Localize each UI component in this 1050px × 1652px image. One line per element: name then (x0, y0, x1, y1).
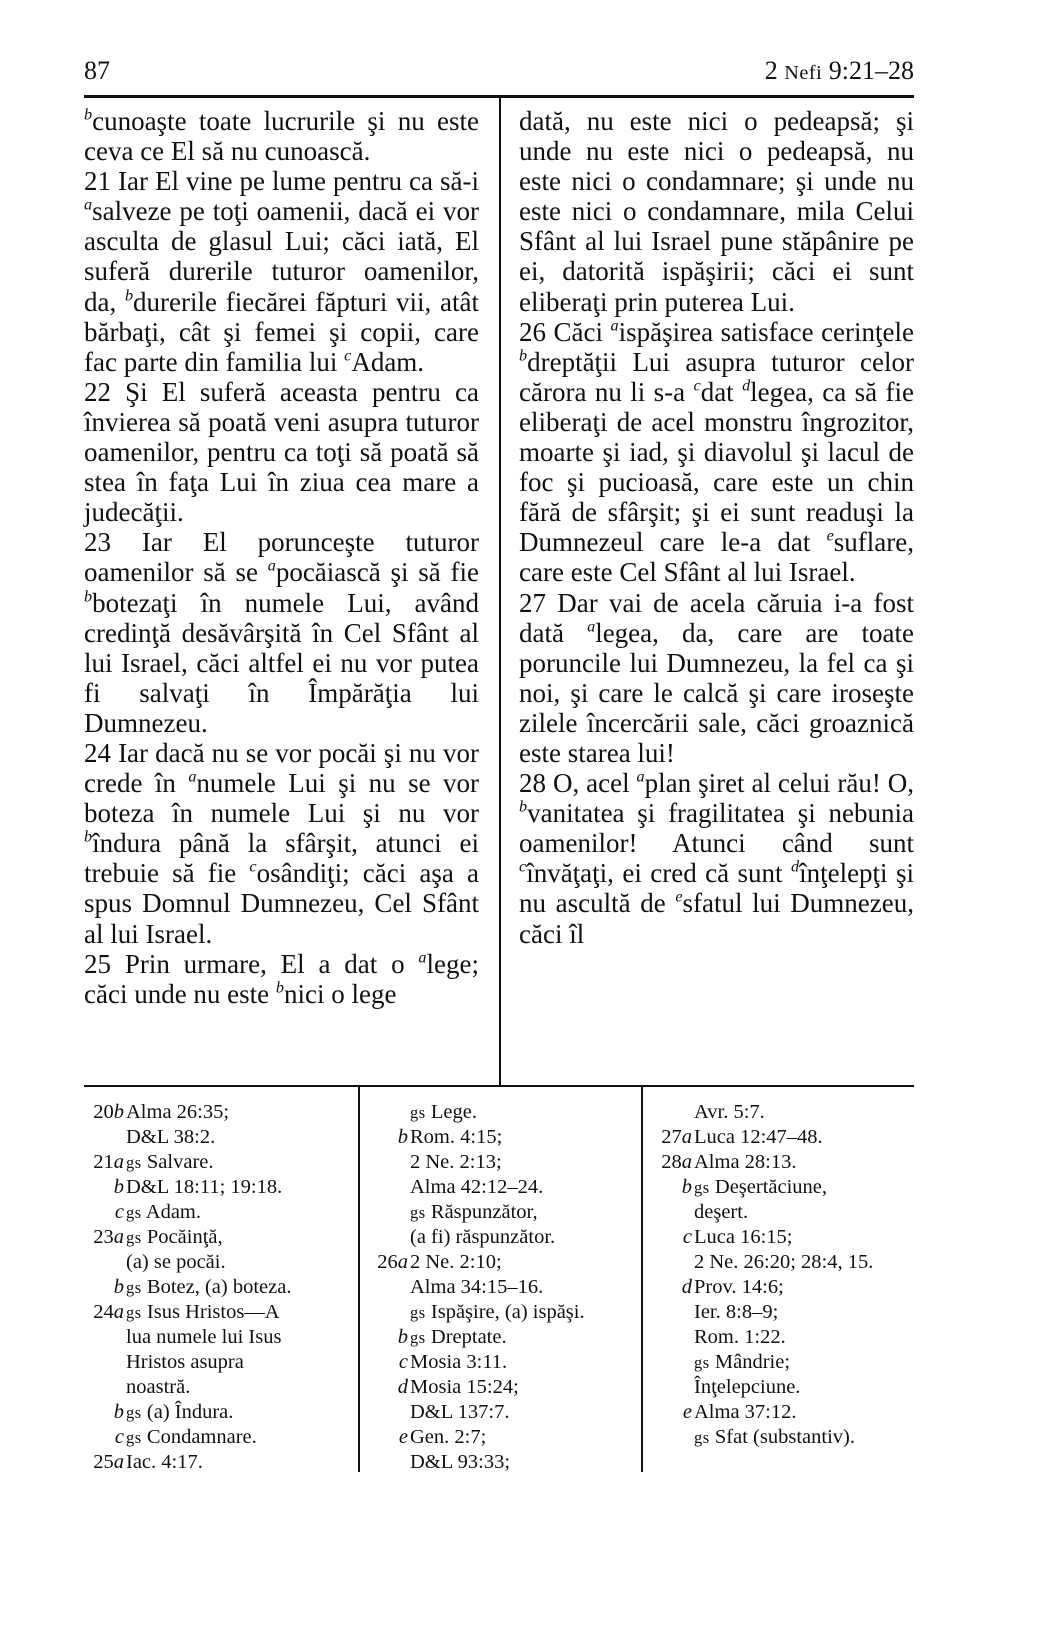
footnote-verse-number: 24 (93, 1301, 114, 1323)
footnote-letter: c (682, 1226, 692, 1248)
footnote-marker: a (587, 617, 596, 636)
footnote-reference-text: 2 Ne. 2:13; (410, 1151, 502, 1173)
footnote-verse-number: 27 (661, 1126, 682, 1148)
footnote-line (652, 1325, 914, 1350)
footnote-line (652, 1275, 914, 1300)
footnote-letter: c (398, 1351, 408, 1373)
footnote-text (410, 1351, 507, 1373)
footnote-text (410, 1176, 543, 1198)
verse-text: nici o lege (284, 978, 397, 1009)
verse-text: sfatul lui Dumnezeu, căci îl (519, 888, 914, 949)
footnote-key (84, 1100, 124, 1125)
footnote-marker: c (344, 346, 352, 365)
verse-paragraph (519, 768, 914, 949)
footnote-marker: b (84, 586, 93, 605)
gs-abbreviation: gs (126, 1278, 142, 1297)
footnote-letter: b (113, 1401, 124, 1423)
footnote-reference-text: noastră. (126, 1376, 191, 1398)
footnote-line (368, 1400, 636, 1425)
footnote-letter: e (682, 1401, 692, 1423)
footnote-verse-number: 28 (661, 1151, 682, 1173)
verse-paragraph (84, 527, 479, 738)
footnote-letter: a (113, 1151, 124, 1173)
footnote-reference-text: Luca 12:47–48. (694, 1126, 823, 1148)
footnote-key (84, 1200, 124, 1225)
footnote-marker: a (188, 767, 197, 786)
footnote-verse-number: 25 (93, 1451, 114, 1473)
verse-text: botezaţi în numele Lui, având credinţă desăvârşită în Cel Sfânt al lui Israel, căci altfel ei nu vor putea fi salvaţi în Împărăţia lui Dumnezeu. (84, 587, 479, 738)
footnote-marker: a (418, 948, 427, 967)
footnote-line (368, 1300, 636, 1325)
footnote-line (368, 1450, 636, 1475)
footnote-line (368, 1375, 636, 1400)
footnote-reference-text: Rom. 4:15; (410, 1126, 503, 1148)
footnote-text (694, 1401, 797, 1423)
footnote-text (126, 1351, 244, 1373)
footnote-line (84, 1150, 352, 1175)
footnote-letter: b (113, 1176, 124, 1198)
footnote-key (84, 1450, 124, 1475)
footnote-marker: c (693, 376, 701, 395)
footnote-letter: b (113, 1276, 124, 1298)
footnote-key (652, 1275, 692, 1300)
footnote-line (368, 1250, 636, 1275)
footnote-reference-text: Alma 42:12–24. (410, 1176, 544, 1198)
footnote-line (368, 1125, 636, 1150)
footnote-marker: b (275, 978, 285, 997)
verse-text: îndura până la sfârşit, atunci ei trebuie să fie (84, 828, 479, 889)
verse-text: învăţaţi, ei cred că sunt (526, 858, 791, 889)
footnote-letter: a (113, 1301, 124, 1323)
footnote-text (126, 1226, 223, 1248)
footnote-reference-text: D&L 18:11; 19:18. (126, 1176, 283, 1198)
verse-paragraph (84, 166, 479, 377)
footnote-verse-number: 21 (93, 1151, 114, 1173)
footnote-column-2 (368, 1100, 636, 1475)
footnote-verse-number: 26 (377, 1251, 398, 1273)
verse-text: plan şiret al celui rău! O, (644, 768, 914, 799)
gs-abbreviation: gs (126, 1303, 142, 1322)
footnote-key (84, 1300, 124, 1325)
footnote-reference-text: Alma 28:13. (694, 1151, 797, 1173)
footnote-reference-text: 2 Ne. 26:20; 28:4, 15. (694, 1251, 874, 1273)
gs-abbreviation: gs (410, 1103, 426, 1122)
footnote-reference-text: Mândrie; (709, 1351, 791, 1373)
footnote-marker: a (636, 767, 645, 786)
footnote-line (84, 1375, 352, 1400)
footnote-line (652, 1350, 914, 1375)
footnote-key (84, 1275, 124, 1300)
footnote-text (694, 1351, 790, 1373)
footnote-line (84, 1325, 352, 1350)
verse-text: pocăiască şi să fie (275, 557, 480, 588)
footnote-text (410, 1451, 510, 1473)
footnote-reference-text: Ier. 8:8–9; (694, 1301, 779, 1323)
footnote-text (410, 1201, 538, 1223)
footnote-reference-text: deşert. (694, 1201, 749, 1223)
column-divider (499, 97, 501, 1085)
footnote-text (410, 1151, 502, 1173)
footnote-line (652, 1125, 914, 1150)
footnote-letter: b (397, 1326, 408, 1348)
footnote-key (84, 1425, 124, 1450)
chapter-reference (765, 56, 914, 86)
footnote-reference-text: Alma 37:12. (694, 1401, 797, 1423)
footnote-marker: e (675, 887, 683, 906)
footnote-text (126, 1126, 215, 1148)
footnote-text (410, 1101, 477, 1123)
footnote-text (126, 1426, 257, 1448)
gs-abbreviation: gs (126, 1203, 142, 1222)
footnote-marker: d (742, 376, 751, 395)
footnote-line (368, 1350, 636, 1375)
footnote-reference-text: Botez, (a) boteza. (141, 1276, 292, 1298)
gs-abbreviation: gs (410, 1328, 426, 1347)
footnote-key (368, 1375, 408, 1400)
gs-abbreviation: gs (126, 1428, 142, 1447)
footnote-verse-number: 20 (93, 1101, 114, 1123)
footnote-text (694, 1326, 786, 1348)
verse-text: salveze pe toţi oamenii, dacă ei vor asculta de glasul Lui; căci iată, El suferă durerile tuturor oamenilor, da, (84, 196, 479, 317)
verse-paragraph (84, 106, 479, 166)
footnote-reference-text: Răspunzător, (425, 1201, 538, 1223)
footnote-line (368, 1325, 636, 1350)
footnote-line (652, 1175, 914, 1200)
footnote-letter: b (681, 1176, 692, 1198)
footnote-line (84, 1400, 352, 1425)
gs-abbreviation: gs (694, 1178, 710, 1197)
footnote-marker: e (826, 526, 834, 545)
footnote-text (410, 1276, 543, 1298)
verse-text: dat (700, 376, 743, 407)
footnote-line (84, 1275, 352, 1300)
footnote-column-3 (652, 1100, 914, 1450)
footnote-key (368, 1250, 408, 1275)
footnote-text (410, 1251, 502, 1273)
footnote-text (694, 1126, 823, 1148)
footnote-letter: d (397, 1376, 408, 1398)
footnote-divider-2 (641, 1087, 643, 1472)
footnote-text (126, 1201, 201, 1223)
footnote-reference-text: Ispăşire, (a) ispăşi. (425, 1301, 585, 1323)
footnote-marker: c (519, 857, 527, 876)
footnote-text (694, 1426, 855, 1448)
verse-text: legea, da, care are toate poruncile lui Dumnezeu, la fel ca şi noi, şi care le calcă şi care iroseşte zilele încercării sale, căci groaznică este starea lui! (519, 617, 914, 768)
verse-text: cunoaşte toate lucrurile şi nu este ceva ce El să nu cunoască. (84, 106, 479, 167)
verse-paragraph (519, 588, 914, 769)
footnote-marker: a (267, 556, 276, 575)
footnote-letter: e (398, 1426, 408, 1448)
footnote-line (652, 1300, 914, 1325)
footnote-reference-text: D&L 93:33; (410, 1451, 511, 1473)
footnote-text (694, 1301, 778, 1323)
footnote-line (652, 1150, 914, 1175)
verse-text: legea, ca să fie eliberaţi de acel monstru îngrozitor, moarte şi iad, şi diavolul şi lacul de foc şi pucioasă, care este un chin fără de sfârşit; şi ei sunt readuşi la Dumnezeul care le-a dat (519, 376, 914, 558)
footnote-text (694, 1151, 797, 1173)
footnote-line (652, 1425, 914, 1450)
footnote-line (84, 1450, 352, 1475)
footnote-line (84, 1350, 352, 1375)
verse-text: ispăşirea satisface cerinţele (618, 316, 914, 347)
footnote-marker: b (124, 286, 134, 305)
footnote-column-1 (84, 1100, 352, 1475)
footnote-reference-text: D&L 38:2. (126, 1126, 216, 1148)
reference-book: Nefi (784, 62, 823, 84)
gs-abbreviation: gs (126, 1228, 142, 1247)
footnote-reference-text: lua numele lui Isus (126, 1326, 282, 1348)
footnote-reference-text: Mosia 15:24; (410, 1376, 519, 1398)
reference-prefix: 2 (764, 56, 785, 85)
footnote-text (694, 1101, 765, 1123)
footnote-line (368, 1175, 636, 1200)
verse-paragraph (84, 738, 479, 949)
footnote-reference-text: Rom. 1:22. (694, 1326, 786, 1348)
footnote-verse-number: 23 (93, 1226, 114, 1248)
footnote-line (652, 1100, 914, 1125)
verse-text: 21 Iar El vine pe lume pentru ca să-i (84, 166, 479, 197)
footnote-reference-text: Deşertăciune, (709, 1176, 828, 1198)
footnote-marker: d (790, 857, 800, 876)
verse-text: 22 Şi El suferă aceasta pentru ca învierea să poată veni asupra tuturor oamenilor, pentru ca toţi să poată să stea în faţa Lui în ziua cea mare a judecăţii. (84, 376, 479, 528)
footnote-marker: a (610, 316, 619, 335)
footnote-key (84, 1225, 124, 1250)
footnote-text (410, 1226, 555, 1248)
footnote-text (694, 1176, 827, 1198)
footnote-reference-text: Lege. (425, 1101, 478, 1123)
footnote-reference-text: Sfat (substantiv). (709, 1426, 855, 1448)
verse-text: 26 Căci (519, 316, 611, 347)
reference-verses: 9:21–28 (822, 56, 914, 85)
footnote-letter: b (397, 1126, 408, 1148)
footnote-text (126, 1101, 229, 1123)
footnote-reference-text: Avr. 5:7. (694, 1101, 765, 1123)
footnote-line (652, 1250, 914, 1275)
footnote-text (126, 1376, 190, 1398)
footnote-reference-text: Gen. 2:7; (410, 1426, 487, 1448)
footnote-reference-text: Prov. 14:6; (694, 1276, 784, 1298)
verse-text: 24 Iar dacă nu se vor pocăi şi nu vor crede în (84, 737, 479, 799)
footnote-line (84, 1175, 352, 1200)
footnote-text (410, 1301, 585, 1323)
gs-abbreviation: gs (126, 1153, 142, 1172)
footnote-key (84, 1400, 124, 1425)
footnote-line (84, 1300, 352, 1325)
gs-abbreviation: gs (694, 1428, 710, 1447)
footnote-key (652, 1225, 692, 1250)
footnote-line (368, 1225, 636, 1250)
footnote-reference-text: Pocăinţă, (141, 1226, 223, 1248)
footnote-key (368, 1425, 408, 1450)
footnote-line (368, 1425, 636, 1450)
verse-text: 27 Dar vai de acela căruia i-a fost dată (519, 587, 914, 648)
footnote-line (368, 1100, 636, 1125)
page-header (84, 56, 914, 92)
footnote-line (368, 1150, 636, 1175)
footnote-key (368, 1350, 408, 1375)
footnote-reference-text: Alma 34:15–16. (410, 1276, 544, 1298)
footnote-text (410, 1401, 509, 1423)
footnote-marker: b (84, 827, 93, 846)
footnote-letter: a (113, 1226, 124, 1248)
footnote-text (126, 1401, 233, 1423)
footnote-text (410, 1376, 519, 1398)
footnote-text (126, 1276, 291, 1298)
footnote-text (410, 1326, 507, 1348)
footnote-key (652, 1175, 692, 1200)
verse-text: 25 Prin urmare, El a dat o (84, 948, 419, 979)
gs-abbreviation: gs (126, 1403, 142, 1422)
gs-abbreviation: gs (694, 1353, 710, 1372)
verse-text: lege; căci unde nu este (84, 948, 479, 1009)
footnote-reference-text: Adam. (141, 1201, 201, 1223)
footnote-text (410, 1126, 502, 1148)
footnote-marker: b (84, 105, 93, 124)
footnote-reference-text: Condamnare. (141, 1426, 257, 1448)
footnote-text (694, 1376, 800, 1398)
footnote-key (84, 1175, 124, 1200)
verse-text: dată, nu este nici o pedeapsă; şi unde nu este nici o pedeapsă, nu este nici o condamnare; şi unde nu este nici o condamnare, mila Celui Sfânt al lui Israel pune stăpânire pe ei, datorită ispăşirii; căci ei sunt eliberaţi prin puterea Lui. (519, 106, 914, 317)
footnote-line (84, 1425, 352, 1450)
right-text-column (519, 106, 914, 949)
left-text-column (84, 106, 479, 1009)
footnote-letter: b (113, 1101, 124, 1123)
verse-paragraph (84, 377, 479, 527)
footnote-letter: a (681, 1126, 692, 1148)
footnote-marker: b (519, 346, 528, 365)
verse-paragraph (519, 106, 914, 317)
footnote-text (694, 1201, 748, 1223)
footnote-marker: c (249, 857, 257, 876)
footnote-letter: d (681, 1276, 692, 1298)
footnote-text (694, 1251, 873, 1273)
footnote-reference-text: (a) Îndura. (141, 1401, 234, 1423)
footnote-key (368, 1125, 408, 1150)
page-number: 87 (84, 56, 110, 85)
footnote-line (84, 1225, 352, 1250)
verse-text: durerile fiecărei făpturi vii, atât bărbaţi, cât şi femei şi copii, care fac parte din familia lui (84, 286, 479, 377)
footnote-key (652, 1400, 692, 1425)
footnote-line (652, 1200, 914, 1225)
footnote-reference-text: (a) se pocăi. (126, 1251, 226, 1273)
footnote-letter: a (681, 1151, 692, 1173)
verse-text: înţelepţi şi nu ascultă de (519, 858, 914, 919)
footnote-letter: a (113, 1451, 124, 1473)
footnote-reference-text: Isus Hristos—A (141, 1301, 280, 1323)
footnote-line (368, 1200, 636, 1225)
footnote-line (652, 1225, 914, 1250)
footnote-reference-text: Hristos asupra (126, 1351, 244, 1373)
footnote-line (84, 1250, 352, 1275)
footnote-reference-text: Salvare. (141, 1151, 214, 1173)
footnote-reference-text: Iac. 4:17. (126, 1451, 203, 1473)
footnote-text (126, 1451, 203, 1473)
footnote-reference-text: Înţelepciune. (694, 1376, 801, 1398)
footnote-text (126, 1176, 282, 1198)
footnote-text (694, 1226, 793, 1248)
footnote-marker: b (519, 797, 528, 816)
footnote-text (126, 1151, 214, 1173)
verse-paragraph (519, 317, 914, 588)
footnote-reference-text: Luca 16:15; (694, 1226, 793, 1248)
footnote-letter: c (114, 1426, 124, 1448)
footnote-key (368, 1325, 408, 1350)
footnote-line (652, 1375, 914, 1400)
footnote-line (652, 1400, 914, 1425)
footnote-text (410, 1426, 486, 1448)
footnote-text (126, 1301, 280, 1323)
footnote-line (84, 1125, 352, 1150)
footnote-reference-text: (a fi) răspunzător. (410, 1226, 556, 1248)
verse-text: Adam. (351, 346, 425, 377)
footnote-marker: a (84, 195, 93, 214)
verse-text: 28 O, acel (519, 768, 637, 799)
footnote-divider-1 (358, 1087, 360, 1472)
verse-text: suflare, care este Cel Sfânt al lui Israel. (519, 527, 914, 588)
verse-text: dreptăţii Lui asupra tuturor celor cărora nu li s-a (519, 346, 914, 407)
footnote-reference-text: Alma 26:35; (126, 1101, 230, 1123)
verse-text: vanitatea şi fragilitatea şi nebunia oamenilor! Atunci când sunt (519, 798, 914, 859)
footnote-key (84, 1150, 124, 1175)
footnote-reference-text: Dreptate. (425, 1326, 507, 1348)
verse-text: numele Lui şi nu se vor boteza în numele Lui şi nu vor (84, 768, 479, 829)
footnote-line (368, 1275, 636, 1300)
footnote-letter: c (114, 1201, 124, 1223)
footnote-reference-text: Mosia 3:11. (410, 1351, 508, 1373)
gs-abbreviation: gs (410, 1303, 426, 1322)
footnote-line (84, 1200, 352, 1225)
footnote-text (126, 1251, 226, 1273)
footnote-letter: a (397, 1251, 408, 1273)
footnote-reference-text: 2 Ne. 2:10; (410, 1251, 502, 1273)
verse-text: osândiţi; căci aşa a spus Domnul Dumnezeu, Cel Sfânt al lui Israel. (84, 858, 479, 949)
footnote-reference-text: D&L 137:7. (410, 1401, 510, 1423)
verse-paragraph (84, 949, 479, 1009)
footnote-line (84, 1100, 352, 1125)
footnote-key (652, 1150, 692, 1175)
footnote-key (652, 1125, 692, 1150)
footnote-text (694, 1276, 784, 1298)
footnote-rule (84, 1085, 914, 1087)
gs-abbreviation: gs (410, 1203, 426, 1222)
footnote-text (126, 1326, 281, 1348)
verse-text: 23 Iar El porunceşte tuturor oamenilor să se (84, 527, 479, 588)
